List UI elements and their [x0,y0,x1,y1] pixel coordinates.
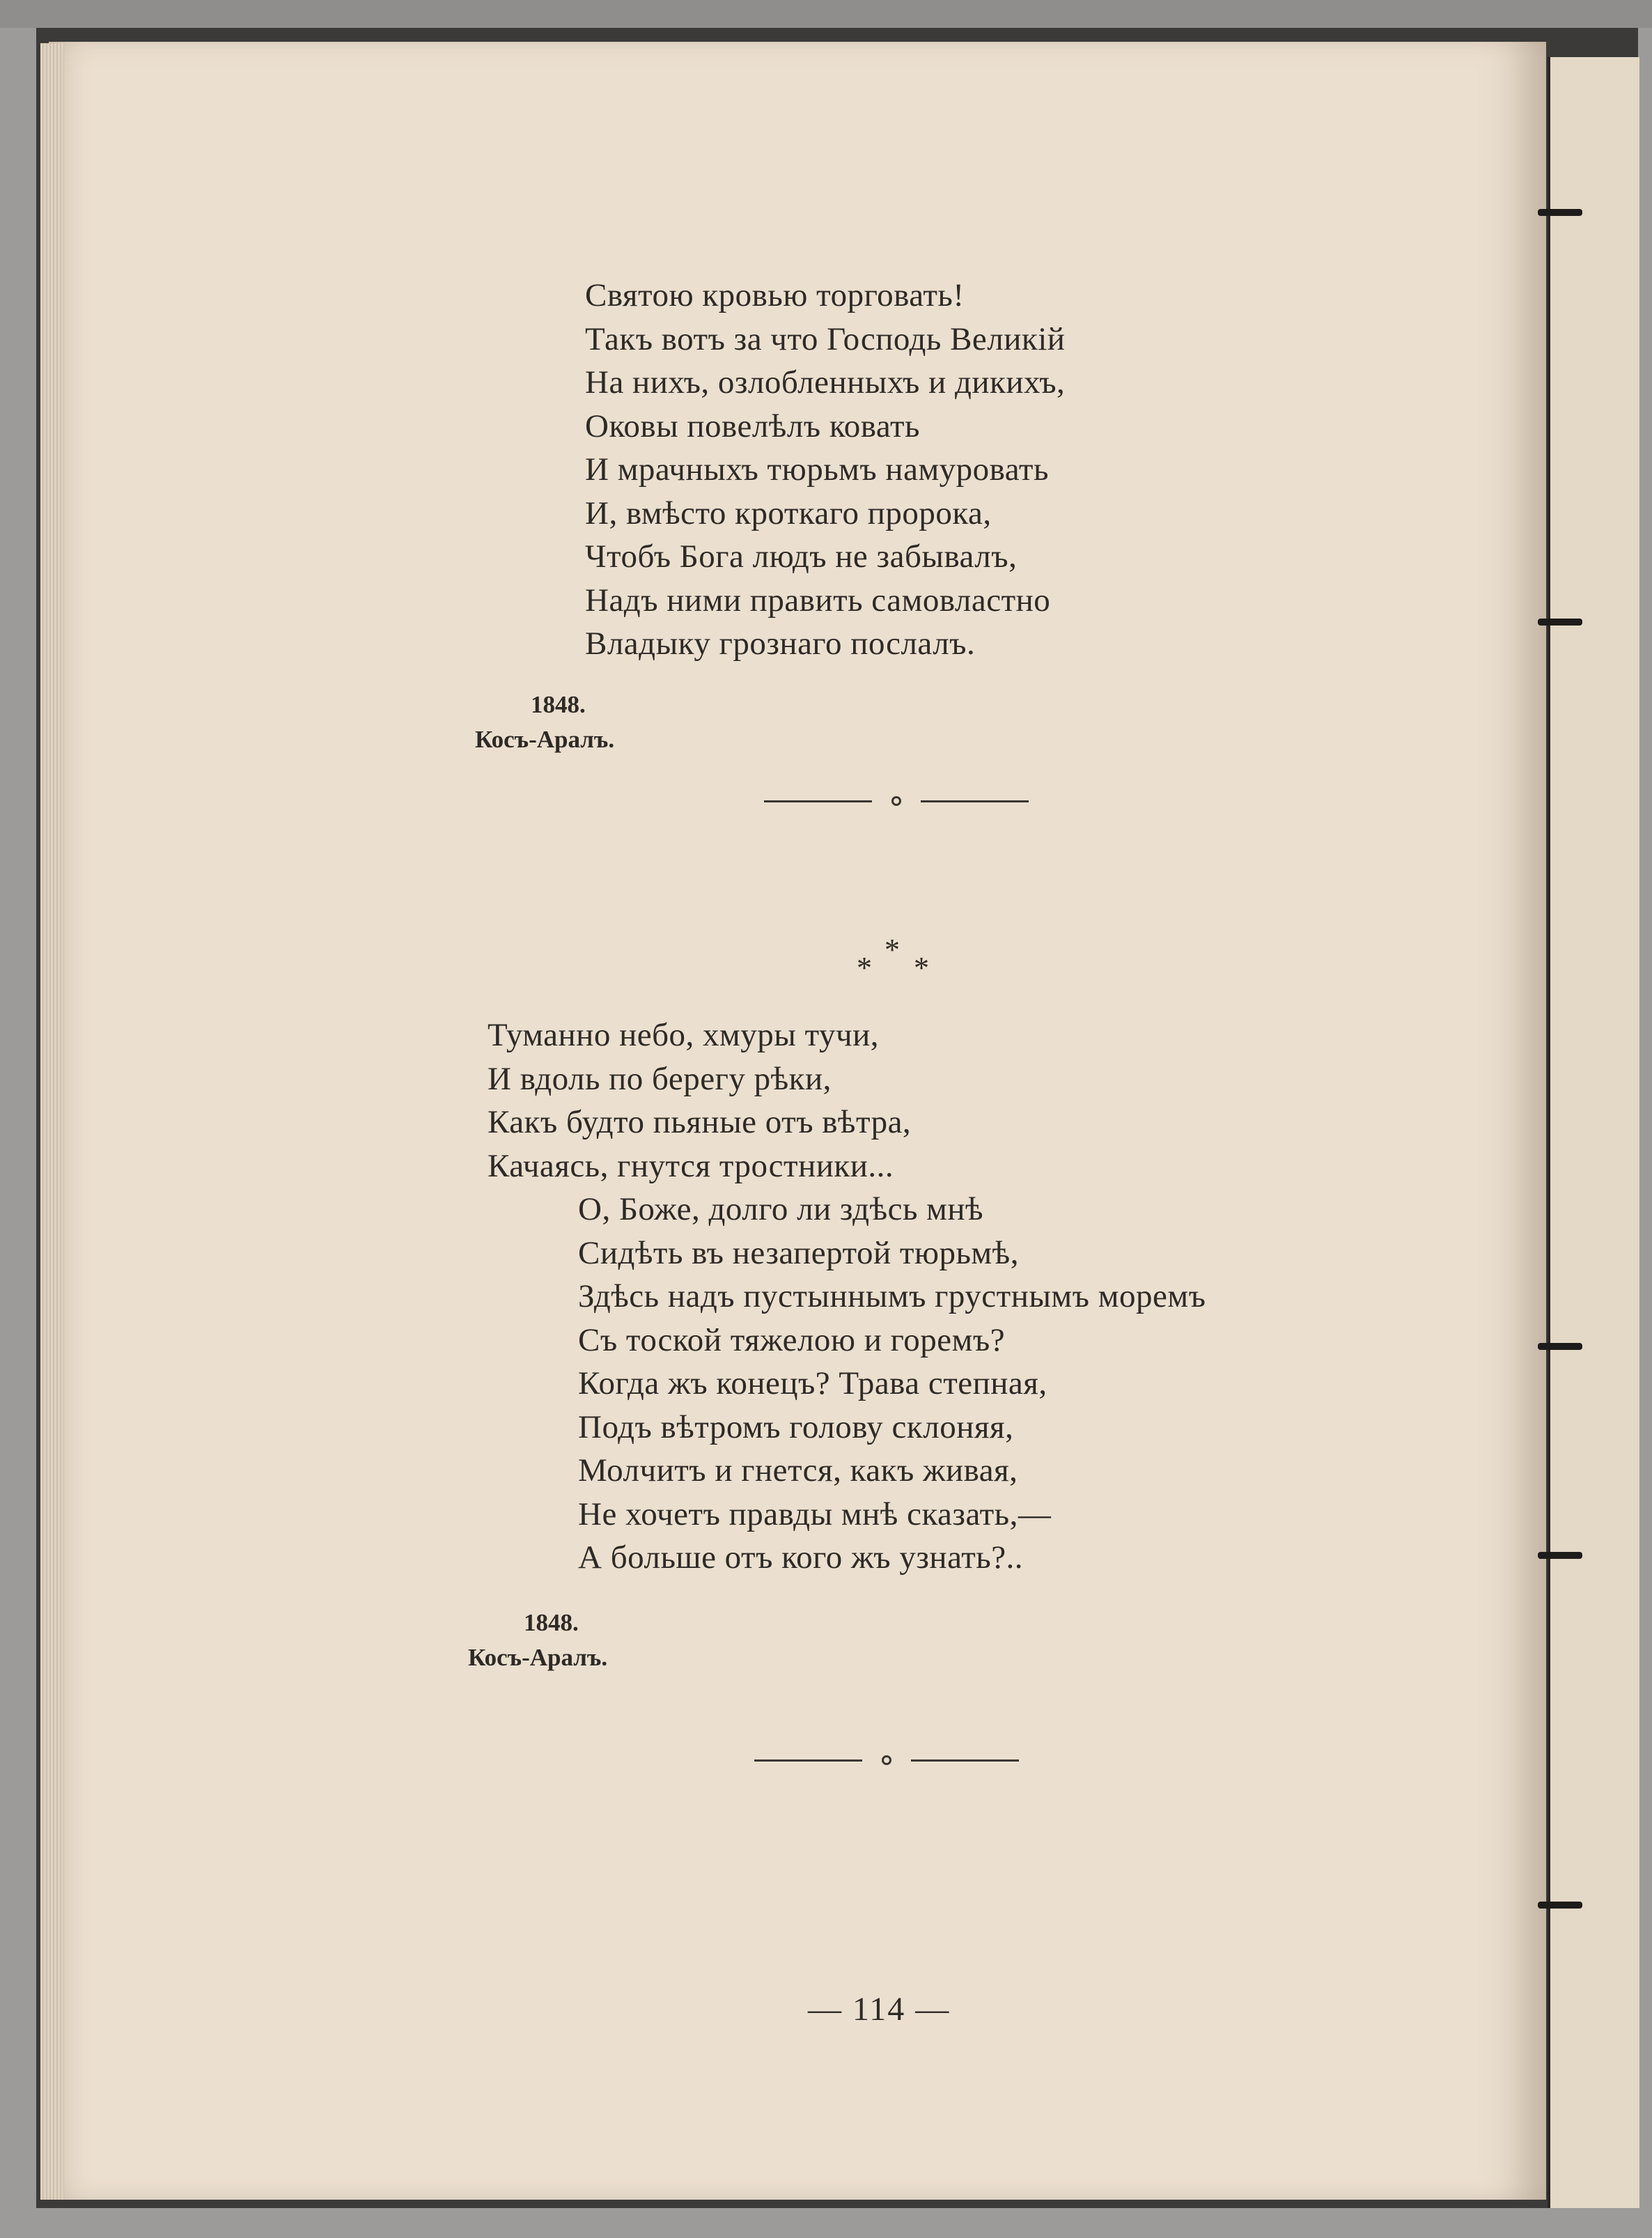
poem-line: Оковы повелѣлъ ковать [585,407,920,444]
divider-ornament [882,1755,891,1765]
section-divider [764,791,1029,811]
poem-place: Косъ-Аралъ. [475,726,615,753]
poem-line: Съ тоской тяжелою и горемъ? [578,1321,1006,1358]
poem-line: Какъ будто пьяные отъ вѣтра, [488,1104,912,1140]
poem-year: 1848. [524,1609,579,1636]
poem-line: И мрачныхъ тюрьмъ намуровать [585,451,1049,488]
binding-stitch [1538,1552,1582,1559]
scan-border-top [0,0,1652,28]
divider-rule [764,800,872,802]
poem-line: Когда жъ конецъ? Трава степная, [578,1365,1047,1401]
poem-line: Качаясь, гнутся тростники... [488,1147,894,1184]
poem-2-dateline [468,1606,607,1675]
section-divider [754,1750,1019,1771]
poem-line: Сидѣть въ незапертой тюрьмѣ, [578,1234,1019,1271]
poem-line: Такъ вотъ за что Господь Великій [585,320,1066,357]
poem-2-stanza [488,1013,1206,1580]
asterism-star: * [885,933,900,967]
binding-stitch [1538,619,1582,625]
poem-1-stanza [585,274,1065,666]
poem-line: Не хочетъ правды мнѣ сказать,— [578,1495,1052,1532]
binding-stitch [1538,1902,1582,1909]
divider-rule [921,800,1029,802]
asterism-star: * [857,951,872,985]
divider-rule [754,1759,862,1762]
poem-line: На нихъ, озлобленныхъ и дикихъ, [585,364,1066,401]
adjacent-page-edge [1548,57,1639,2208]
binding-stitch [1538,1343,1582,1350]
poem-line: И, вмѣсто кроткаго пророка, [585,495,992,531]
divider-rule [911,1759,1019,1762]
poem-place: Косъ-Аралъ. [468,1644,608,1671]
poem-line: О, Боже, долго ли здѣсь мнѣ [578,1191,984,1227]
poem-line: Молчитъ и гнется, какъ живая, [578,1452,1018,1489]
poem-line: И вдоль по берегу рѣки, [488,1060,832,1097]
binding-stitch [1538,209,1582,216]
poem-line: Чтобъ Бога людъ не забывалъ, [585,538,1018,575]
poem-line: Святою кровью торговать! [585,277,965,313]
poem-line: Туманно небо, хмуры тучи, [488,1017,880,1053]
poem-line: Владыку грознаго послалъ. [585,625,976,662]
poem-year: 1848. [531,691,586,718]
poem-1-dateline [475,687,614,757]
page-stack-edges [40,43,64,2200]
page-number: — 114 — [808,1991,951,2028]
poem-line: Подъ вѣтромъ голову склоняя, [578,1408,1014,1445]
poem-line: Надъ ними править самовластно [585,582,1051,619]
asterism [850,926,947,985]
poem-line: А больше отъ кого жъ узнать?.. [578,1539,1024,1576]
divider-ornament [891,796,901,806]
asterism-star: * [914,951,929,985]
poem-line: Здѣсь надъ пустыннымъ грустнымъ моремъ [578,1278,1206,1314]
